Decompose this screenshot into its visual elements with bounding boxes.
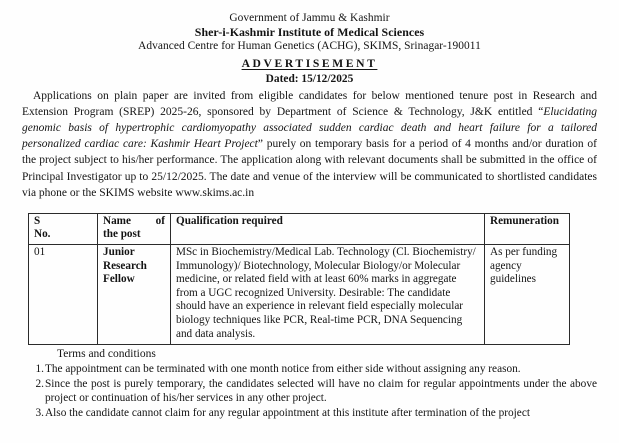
body-part-2: ” purely on temporary basis for a period of 4 months and/or duration of the project subject to his/her performance. The application along with relevant documents shall be submitted in the office of Principal Investigator up to 25/12/2025. The date and venue of the interview will be communicated to shortlisted candidates via phone or the SKIMS website www.skims.ac.in — [22, 138, 597, 199]
centre-address: Advanced Centre for Human Genetics (ACHG), SKIMS, Srinagar-190011 — [138, 40, 481, 53]
terms-item-text: Since the post is purely temporary, the candidates selected will have no claim for regular appointments under the above project or continuation of his/her services in any other project. — [45, 377, 597, 405]
advertisement-body — [22, 88, 597, 201]
vacancy-table — [28, 213, 570, 345]
table-row — [29, 244, 570, 344]
advertisement-title: ADVERTISEMENT — [241, 56, 378, 70]
terms-item-number: 1. — [35, 362, 44, 375]
col-header-sno-line1: S — [34, 214, 41, 227]
terms-item-text: The appointment can be terminated with one month notice from either side without assigning any reason. — [45, 362, 521, 375]
col-header-remuneration: Remuneration — [485, 213, 570, 244]
terms-item-text: Also the candidate cannot claim for any regular appointment at this institute after termination of the project — [45, 406, 530, 419]
terms-item-number: 3. — [35, 406, 44, 419]
col-header-post — [98, 213, 171, 244]
terms-item — [35, 362, 597, 377]
terms-item — [35, 406, 597, 421]
vacancy-table-wrapper — [28, 213, 559, 345]
project-title: Elucidating genomic basis of hypertrophic cardiomyopathy associated sudden cardiac death and heart failure for a tailored personalized cardiac care: Kashmir Heart Project — [22, 106, 597, 151]
terms-title: Terms and conditions — [57, 347, 156, 360]
document-header — [0, 0, 619, 86]
col-header-post-line1: Name of — [103, 214, 165, 227]
institute-name: Sher-i-Kashmir Institute of Medical Sciences — [194, 25, 425, 40]
terms-item-number: 2. — [35, 377, 44, 390]
cell-qualification: MSc in Biochemistry/Medical Lab. Technology (Cl. Biochemistry/ Immunology)/ Biotechnology, Molecular Biology/or Molecular medicine, or related field with at least 60% marks in aggregate from a UGC recognized University. Desirable: The candidate should have an experience in relevant field especially molecular biology techniques like PCR, Real-time PCR, DNA Sequencing and data analysis. — [171, 244, 485, 344]
col-header-sno — [29, 213, 98, 244]
terms-item — [35, 377, 597, 406]
body-part-1: Applications on plain paper are invited from eligible candidates for below mentioned tenure post in Research and Extension Program (SREP) 2025-26, sponsored by Department of Science & Technology, J&K entitled “ — [22, 90, 597, 119]
cell-remuneration: As per funding agency guidelines — [485, 244, 570, 344]
terms-list — [0, 362, 619, 420]
col-header-sno-line2: No. — [34, 228, 51, 241]
col-header-post-line2: the post — [103, 228, 141, 241]
cell-post: Junior Research Fellow — [98, 244, 171, 344]
table-header-row — [29, 213, 570, 244]
col-header-qualification: Qualification required — [171, 213, 485, 244]
cell-sno: 01 — [29, 244, 98, 344]
dated-label: Dated: 15/12/2025 — [265, 72, 354, 85]
government-line: Government of Jammu & Kashmir — [229, 12, 390, 24]
terms-section — [0, 347, 619, 420]
